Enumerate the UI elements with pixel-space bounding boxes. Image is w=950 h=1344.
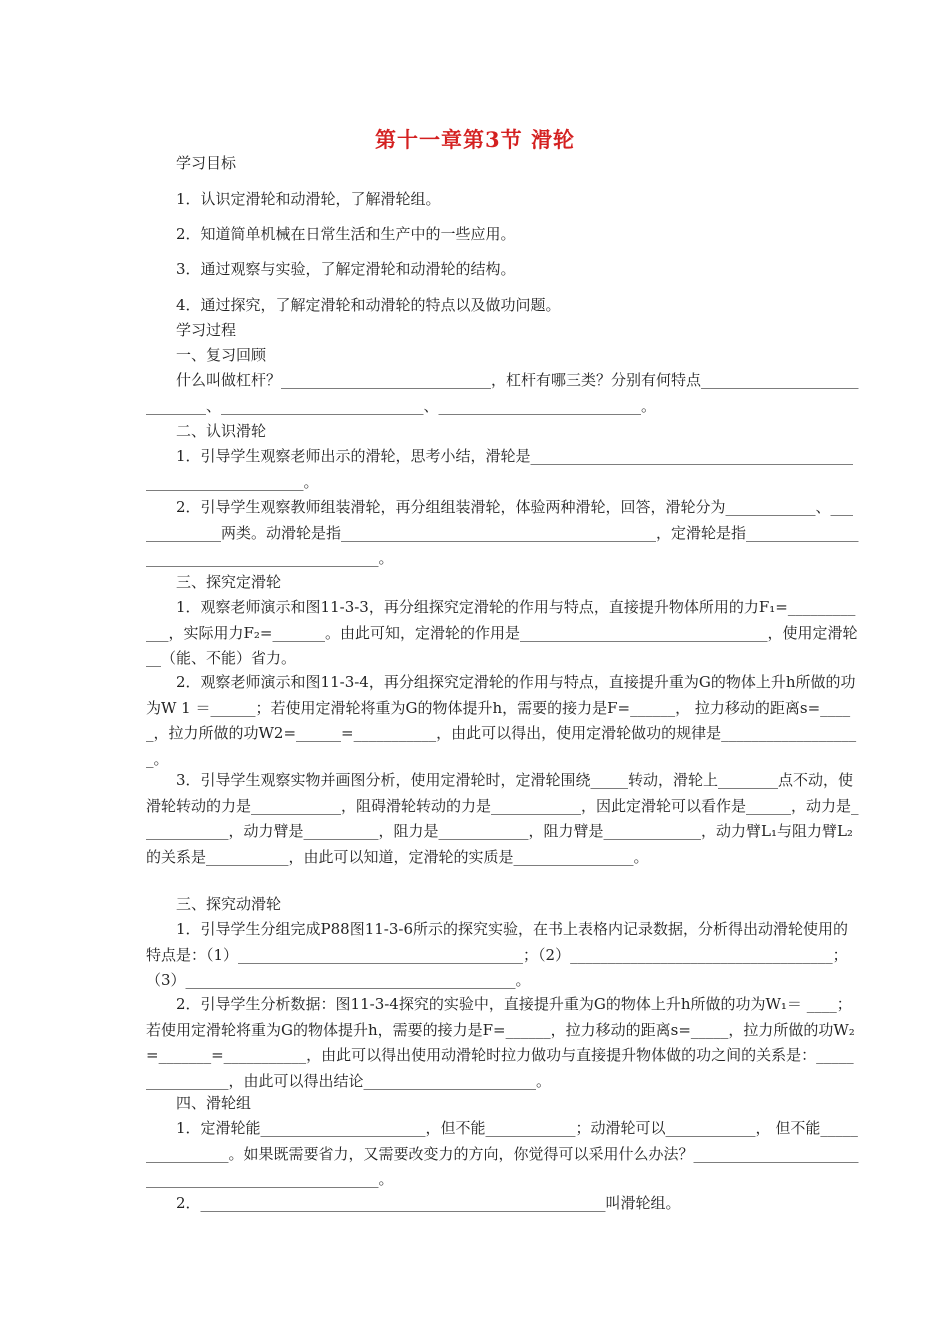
page-title: 第十一章第3节 滑轮 (375, 127, 575, 152)
question-pulley-definition: 1．引导学生观察老师出示的滑轮，思考小结，滑轮是________________________________________________________________。 (146, 447, 854, 491)
question-pulley-block-2: 2．______________________________________________________叫滑轮组。 (176, 1194, 681, 1212)
question-fixed-pulley-1: 1．观察老师演示和图11-3-3，再分组探究定滑轮的作用与特点，直接提升物体所用的力F₁=____________，实际用力F₂=_______。由此可知，定滑轮的作用是_________________________________，使用定滑轮__（能、不能）省力。 (146, 598, 858, 667)
subheading-review: 一、复习回顾 (176, 346, 267, 364)
question-pulley-block-1: 1．定滑轮能______________________，但不能____________；动滑轮可以____________， 但不能________________。如果既需要省力，又需要改变力的方向，你觉得可以采用什么办法？_____________________________________________________。 (146, 1119, 859, 1188)
question-fixed-pulley-2: 2．观察老师演示和图11-3-4，再分组探究定滑轮的作用与特点，直接提升重为G的物体上升h所做的功为W 1 ＝______；若使用定滑轮将重为G的物体提升h，需要的接力是F=______， 拉力移动的距离s=_____，拉力所做的功W2=______=___________，由此可以得出，使用定滑轮做功的规律是___________________。 (146, 673, 857, 768)
section-heading-process: 学习过程 (176, 321, 237, 339)
section-heading-objectives: 学习目标 (176, 154, 237, 172)
question-pulley-types: 2．引导学生观察教师组装滑轮，再分组组装滑轮，体验两种滑轮，回答，滑轮分为____________、_____________两类。动滑轮是指__________________________________________，定滑轮是指______________________________________________。 (146, 498, 859, 567)
question-lever: 什么叫做杠杆？____________________________，杠杆有哪三类？分别有何特点_____________________________、___________________________、___________________________。 (146, 371, 859, 415)
objective-4: 4．通过探究，了解定滑轮和动滑轮的特点以及做功问题。 (176, 296, 561, 314)
subheading-fixed-pulley: 三、探究定滑轮 (176, 573, 282, 591)
subheading-pulley-block: 四、滑轮组 (176, 1094, 252, 1112)
objective-2: 2．知道简单机械在日常生活和生产中的一些应用。 (176, 225, 516, 243)
subheading-movable-pulley: 三、探究动滑轮 (176, 895, 282, 913)
subheading-know-pulley: 二、认识滑轮 (176, 422, 267, 440)
objective-1: 1．认识定滑轮和动滑轮，了解滑轮组。 (176, 190, 441, 208)
question-movable-pulley-1: 1．引导学生分组完成P88图11-3-6所示的探究实验，在书上表格内记录数据，分析得出动滑轮使用的特点是：（1）______________________________________；（2）___________________________________；（3）____________________________________________。 (146, 920, 849, 989)
question-movable-pulley-2: 2．引导学生分析数据：图11-3-4探究的实验中，直接提升重为G的物体上升h所做的功为W₁＝ ____；若使用定滑轮将重为G的物体提升h，需要的接力是F=______，拉力移动的距离s=_____，拉力所做的功W₂=_______=___________，由此可以得出使用动滑轮时拉力做功与直接提升物体做的功之间的关系是：________________，由此可以得出结论_______________________。 (146, 995, 855, 1090)
question-fixed-pulley-3: 3．引导学生观察实物并画图分析，使用定滑轮时，定滑轮围绕_____转动，滑轮上________点不动，使滑轮转动的力是____________，阻碍滑轮转动的力是____________，因此定滑轮可以看作是______，动力是____________，动力臂是__________，阻力是____________，阻力臂是_____________，动力臂L₁与阻力臂L₂的关系是___________，由此可以知道，定滑轮的实质是________________。 (146, 771, 859, 866)
objective-3: 3．通过观察与实验，了解定滑轮和动滑轮的结构。 (176, 260, 516, 278)
